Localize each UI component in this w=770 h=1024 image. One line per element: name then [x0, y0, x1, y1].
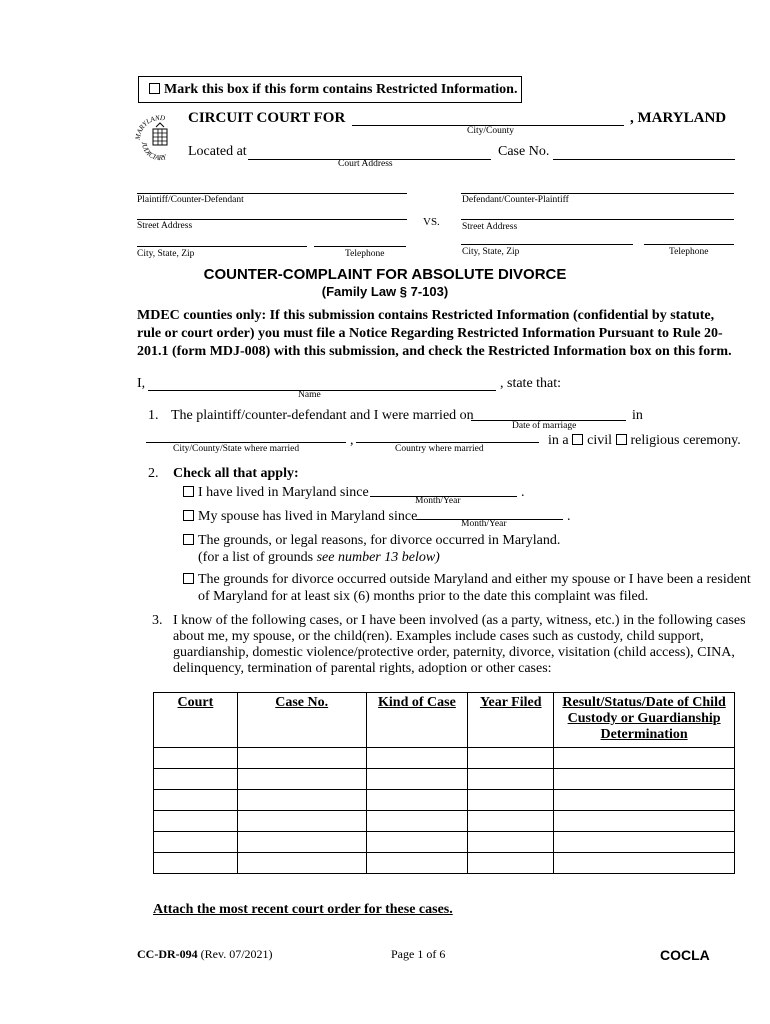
defendant-city-caption: City, State, Zip: [462, 247, 520, 257]
table-cell[interactable]: [154, 811, 238, 832]
court-address-caption: Court Address: [338, 159, 393, 169]
item2-opt4-line1: The grounds for divorce occurred outside Maryland and either my spouse or I have been a resident: [198, 572, 751, 587]
restricted-info-label: Mark this box if this form contains Restricted Information.: [164, 82, 518, 97]
case-no-column-header: Case No.: [237, 693, 366, 748]
item3-text: [173, 613, 746, 677]
table-cell[interactable]: [554, 769, 735, 790]
lived-since-caption: Month/Year: [415, 496, 461, 506]
plaintiff-city-line[interactable]: [137, 246, 307, 247]
table-cell[interactable]: [237, 790, 366, 811]
maryland-judiciary-seal: [134, 112, 186, 164]
item1-in: in: [632, 408, 643, 423]
table-cell[interactable]: [366, 811, 468, 832]
defendant-phone-caption: Telephone: [669, 247, 709, 257]
item2-opt4: [183, 572, 751, 588]
table-cell[interactable]: [154, 853, 238, 874]
ceremony-group: [548, 433, 741, 449]
grounds-in-maryland-checkbox[interactable]: [183, 534, 194, 545]
table-row: [154, 790, 735, 811]
item2-opt4-line2: of Maryland for at least six (6) months prior to the date this complaint was filed.: [198, 589, 649, 604]
item2-opt3-line1: The grounds, or legal reasons, for divorce occurred in Maryland.: [198, 533, 561, 548]
name-caption: Name: [298, 390, 321, 400]
mdec-notice: MDEC counties only: If this submission contains Restricted Information (confidential by statute, rule or court order) you must file a Notice Regarding Restricted Information Pursuant to Rule 20-201.1 (form MDJ-008) with this submission, and check the Restricted Information box on this form.: [137, 308, 732, 359]
item3-number: 3.: [152, 613, 163, 628]
country-married-line[interactable]: [356, 442, 539, 443]
plaintiff-street-line[interactable]: [137, 219, 407, 220]
item2-opt3-line2: [198, 550, 440, 566]
table-row: [154, 832, 735, 853]
item2-opt1-label: I have lived in Maryland since: [198, 485, 369, 500]
defendant-line[interactable]: [461, 193, 734, 194]
table-row: [154, 853, 735, 874]
religious-checkbox[interactable]: [616, 434, 627, 445]
item2-opt3-line2a: (for a list of grounds: [198, 550, 314, 565]
i-label: I,: [137, 376, 146, 391]
kind-column-header: Kind of Case: [366, 693, 468, 748]
civil-label: civil: [587, 433, 612, 448]
page-number: Page 1 of 6: [391, 947, 446, 961]
table-cell[interactable]: [154, 769, 238, 790]
country-married-caption: Country where married: [395, 444, 484, 454]
table-cell[interactable]: [468, 790, 554, 811]
table-cell[interactable]: [237, 769, 366, 790]
plaintiff-phone-line[interactable]: [314, 246, 406, 247]
table-cell[interactable]: [237, 748, 366, 769]
defendant-phone-line[interactable]: [644, 244, 734, 245]
defendant-city-line[interactable]: [461, 244, 633, 245]
item2-opt1-period: .: [521, 485, 525, 500]
item2-opt1: [183, 485, 369, 501]
table-cell[interactable]: [154, 832, 238, 853]
state-that-label: , state that:: [500, 376, 562, 391]
form-title: COUNTER-COMPLAINT FOR ABSOLUTE DIVORCE: [203, 266, 567, 283]
cases-table-header: [154, 693, 735, 748]
table-cell[interactable]: [554, 832, 735, 853]
form-subtitle: (Family Law § 7-103): [321, 284, 449, 299]
cases-table: [153, 692, 735, 874]
date-of-marriage-caption: Date of marriage: [512, 421, 577, 431]
table-cell[interactable]: [366, 790, 468, 811]
table-cell[interactable]: [554, 748, 735, 769]
lived-in-maryland-checkbox[interactable]: [183, 486, 194, 497]
item3-line: I know of the following cases, or I have been involved (as a party, witness, etc.) in the following cases: [173, 613, 746, 628]
restricted-info-checkbox[interactable]: [149, 83, 160, 94]
form-id: CC-DR-094: [137, 947, 198, 961]
table-cell[interactable]: [366, 748, 468, 769]
plaintiff-line[interactable]: [137, 193, 407, 194]
civil-checkbox[interactable]: [572, 434, 583, 445]
table-cell[interactable]: [468, 748, 554, 769]
table-cell[interactable]: [237, 811, 366, 832]
table-cell[interactable]: [554, 853, 735, 874]
table-cell[interactable]: [366, 853, 468, 874]
city-married-caption: City/County/State where married: [173, 444, 300, 454]
restricted-info-box: [138, 76, 522, 103]
table-cell[interactable]: [468, 769, 554, 790]
maryland-label: , MARYLAND: [630, 110, 727, 126]
religious-label: religious ceremony.: [630, 433, 741, 448]
table-cell[interactable]: [468, 832, 554, 853]
grounds-outside-checkbox[interactable]: [183, 573, 194, 584]
item2-opt2-period: .: [567, 509, 571, 524]
table-row: [154, 748, 735, 769]
item2-heading: Check all that apply:: [173, 466, 299, 481]
table-cell[interactable]: [468, 853, 554, 874]
in-a-label: in a: [548, 433, 569, 448]
form-rev: (Rev. 07/2021): [200, 947, 273, 961]
plaintiff-street-caption: Street Address: [137, 221, 193, 231]
item3-line: about me, my spouse, or the child(ren). Examples include cases such as custody, child support,: [173, 629, 704, 644]
table-cell[interactable]: [154, 748, 238, 769]
located-at-label: Located at: [188, 144, 247, 159]
table-row: [154, 769, 735, 790]
item1-number: 1.: [148, 408, 159, 423]
item1-comma: ,: [350, 433, 354, 448]
item2-opt3: [183, 533, 560, 549]
seal-top-text: MARYLAND: [134, 113, 166, 141]
form-code: COCLA: [660, 947, 710, 963]
item2-opt2: [183, 509, 417, 525]
item1-text: The plaintiff/counter-defendant and I were married on: [171, 408, 474, 423]
year-column-header: Year Filed: [468, 693, 554, 748]
item2-opt2-label: My spouse has lived in Maryland since: [198, 509, 418, 524]
table-cell[interactable]: [237, 832, 366, 853]
item2-opt3-line2b: see number 13 below): [316, 550, 440, 565]
table-cell[interactable]: [237, 853, 366, 874]
spouse-lived-checkbox[interactable]: [183, 510, 194, 521]
circuit-court-label: CIRCUIT COURT FOR: [188, 110, 346, 126]
item2-number: 2.: [148, 466, 159, 481]
case-no-label: Case No.: [498, 144, 550, 159]
form-id-footer: [137, 947, 273, 962]
attach-note: Attach the most recent court order for these cases.: [153, 902, 453, 917]
table-cell[interactable]: [366, 769, 468, 790]
table-cell[interactable]: [366, 832, 468, 853]
plaintiff-caption: Plaintiff/Counter-Defendant: [137, 195, 244, 205]
city-county-caption: City/County: [467, 126, 514, 136]
table-cell[interactable]: [554, 790, 735, 811]
name-line[interactable]: [148, 390, 496, 391]
vs-label: VS.: [423, 216, 440, 228]
item3-line: delinquency, termination of parental rights, adoption or other cases:: [173, 661, 552, 676]
plaintiff-city-caption: City, State, Zip: [137, 249, 195, 259]
defendant-street-caption: Street Address: [462, 222, 518, 232]
seal-bottom-text: JUDICIARY: [139, 141, 168, 163]
table-row: [154, 811, 735, 832]
court-column-header: Court: [154, 693, 238, 748]
table-cell[interactable]: [468, 811, 554, 832]
plaintiff-phone-caption: Telephone: [345, 249, 385, 259]
table-cell[interactable]: [154, 790, 238, 811]
result-column-header: Result/Status/Date of Child Custody or Guardianship Determination: [554, 693, 735, 748]
case-no-line[interactable]: [553, 159, 735, 160]
table-cell[interactable]: [554, 811, 735, 832]
spouse-since-caption: Month/Year: [461, 519, 507, 529]
item3-line: guardianship, domestic violence/protective order, paternity, divorce, visitation (child access), CINA,: [173, 645, 735, 660]
defendant-street-line[interactable]: [461, 219, 734, 220]
defendant-caption: Defendant/Counter-Plaintiff: [462, 195, 569, 205]
city-married-line[interactable]: [146, 442, 346, 443]
